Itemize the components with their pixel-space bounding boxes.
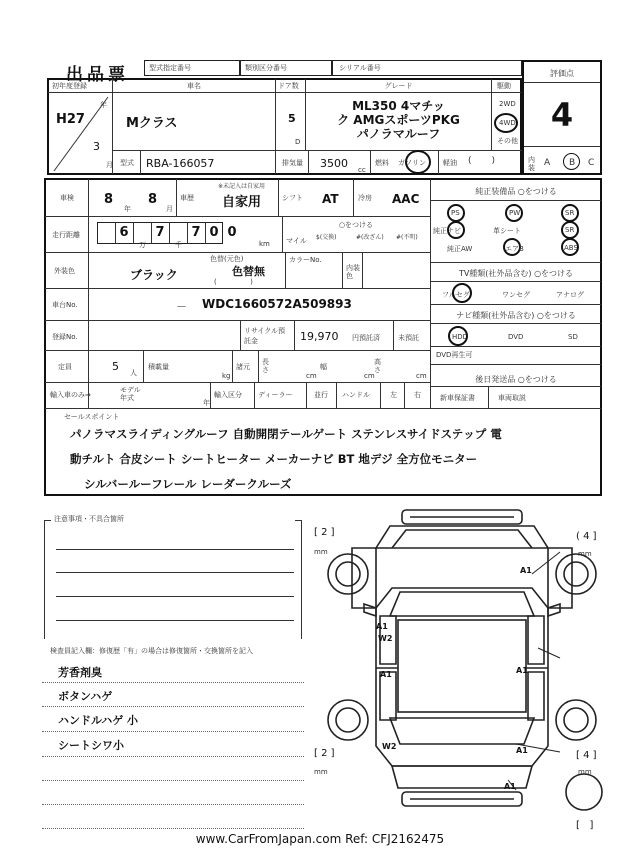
car-damage-diagram <box>320 508 620 838</box>
mileage-label: 走行距離 <box>52 231 80 239</box>
damage-mark-rear-left: W2 <box>382 742 397 751</box>
damage-mark-roof: A1 <box>376 622 388 631</box>
drive-selected-circle <box>494 113 518 133</box>
tread-top-right: ( 4 ] <box>576 531 597 542</box>
interior-option-a: A <box>544 158 551 168</box>
tread-top-left: [ 2 ] <box>314 527 335 538</box>
vehicle-history-value: 自家用 <box>222 195 262 210</box>
handle-label: ハンドル <box>342 391 370 399</box>
damage-mark-roof-w2: W2 <box>378 634 393 643</box>
interior-option-c: C <box>588 158 595 168</box>
selling-points-label: セールスポイント <box>64 413 120 421</box>
fuel-gasoline: ガソリン <box>398 159 426 167</box>
tread-bottom-right: [ 4 ] <box>576 750 597 761</box>
recycle-value: 19,970 <box>300 330 339 343</box>
color-code-label: カラーNo. <box>289 256 322 264</box>
footer-ref: www.CarFromJapan.com Ref: CFJ2162475 <box>195 832 445 846</box>
displacement-label: 排気量 <box>282 159 303 167</box>
fuel-selected-circle <box>405 150 431 174</box>
grade-label: グレード <box>384 82 413 90</box>
damage-mark-right-door: A1 <box>516 666 528 675</box>
docs-title: 後日発送品 ○をつける <box>475 375 557 384</box>
first-reg-slash <box>48 93 112 174</box>
score-label: 評価点 <box>550 69 574 78</box>
navi-option-hdd: HDD <box>452 333 469 341</box>
notes-label: 注意事項・不具合箇所 <box>54 515 124 523</box>
first-reg-era: H27 <box>56 112 85 127</box>
model-year-label: モデル年式 <box>120 386 141 402</box>
score-value: 4 <box>550 96 574 134</box>
chassis-value: WDC1660572A509893 <box>202 297 352 311</box>
capacity-label: 定員 <box>58 363 72 371</box>
door-label: ドア数 <box>278 82 299 90</box>
car-name-value: Mクラス <box>126 116 178 131</box>
model-code-label: 型式 <box>120 159 134 167</box>
ac-value: AAC <box>392 192 420 206</box>
interior-score-label: 内装 <box>528 156 535 172</box>
fuel-label: 燃料 <box>375 159 389 167</box>
color-label: 外装色 <box>54 267 75 275</box>
grade-value: ML350 4マチッ ク AMGスポーツPKG パノラマルーフ <box>337 99 460 141</box>
chassis-label: 車台No. <box>52 301 78 309</box>
tread-spare: [ ] <box>576 820 594 831</box>
vehicle-history-label: 車歴 <box>180 194 194 202</box>
category-box: 類別区分番号 <box>240 60 332 76</box>
shift-label: シフト <box>282 194 303 202</box>
navi-title: ナビ種類(社外品含む) ○をつける <box>456 311 576 320</box>
damage-mark-left-door: A1 <box>380 670 392 679</box>
dimension-label: 諸元 <box>236 363 250 371</box>
selling-points-text: パノラマスライディングルーフ 自動開閉テールゲート ステンレスサイドステップ 電 動チルト 合皮シート シートヒーター メーカーナビ BT 地デジ 全方位モニター シルバールーフレール レーダークルーズ <box>70 427 502 491</box>
fuel-light: 軽油 <box>443 159 457 167</box>
dvd-label: DVD再生可 <box>436 351 473 359</box>
car-name-label: 車名 <box>187 82 201 90</box>
note-line-3: ハンドルハゲ 小 <box>58 714 139 727</box>
ac-label: 冷房 <box>358 194 372 202</box>
note-line-2: ボタンハゲ <box>58 690 113 703</box>
reg-no-label: 登録No. <box>52 333 78 341</box>
tread-bottom-left: [ 2 ] <box>314 748 335 759</box>
note-line-4: シートシワ小 <box>58 739 124 752</box>
mileage-check-title: ○をつける <box>338 221 374 229</box>
model-approval-box: 型式指定番号 <box>144 60 240 76</box>
color-change-value: 色替無 <box>232 265 265 278</box>
inspection-year: 8 <box>104 192 114 207</box>
recycle-unpaid: 未預託 <box>398 334 419 342</box>
color-value: ブラック <box>130 268 178 282</box>
tv-option-fullseg: フルセグ <box>442 291 470 299</box>
damage-mark-rear-right: A1 <box>516 746 528 755</box>
serial-box: シリアル番号 <box>332 60 522 76</box>
tv-title: TV種類(社外品含む) ○をつける <box>458 269 574 278</box>
note-line-1: 芳香剤臭 <box>58 666 102 679</box>
displacement-value: 3500 <box>320 157 348 170</box>
shift-value: AT <box>322 192 339 206</box>
first-reg-month: 3 <box>93 140 100 153</box>
model-code-value: RBA-166057 <box>146 157 215 170</box>
interior-selected-circle <box>563 153 580 170</box>
drive-label: 駆動 <box>497 82 511 90</box>
door-value: 5 <box>288 112 296 125</box>
score-box <box>522 60 602 175</box>
interior-color-label: 内装色 <box>346 264 360 280</box>
equipment-grid: PS PW SR 純正ナビ 革シート SR 純正AW エアB ABS <box>431 200 601 258</box>
load-label: 積載量 <box>148 363 169 371</box>
inspection-month: 8 <box>148 192 158 207</box>
interior-option-b: B <box>569 158 576 168</box>
equipment-title: 純正装備品 ○をつける <box>475 187 557 196</box>
sheet-title: 出品票 <box>66 65 129 85</box>
inspector-label: 検査員記入欄：修復歴「有」の場合は修復箇所・交換箇所を記入 <box>50 647 253 655</box>
recycle-label: リサイクル預託金 <box>244 327 286 345</box>
damage-mark-rear-bumper: A1 <box>504 782 516 791</box>
damage-mark-front-right: A1 <box>520 566 532 575</box>
import-type-label: 輸入区分 <box>214 391 242 399</box>
capacity-value: 5 <box>112 360 119 373</box>
inspection-label: 車検 <box>60 194 74 202</box>
first-reg-label: 初年度登録 <box>52 82 87 90</box>
import-label: 輸入車のみ⇒ <box>50 391 91 399</box>
